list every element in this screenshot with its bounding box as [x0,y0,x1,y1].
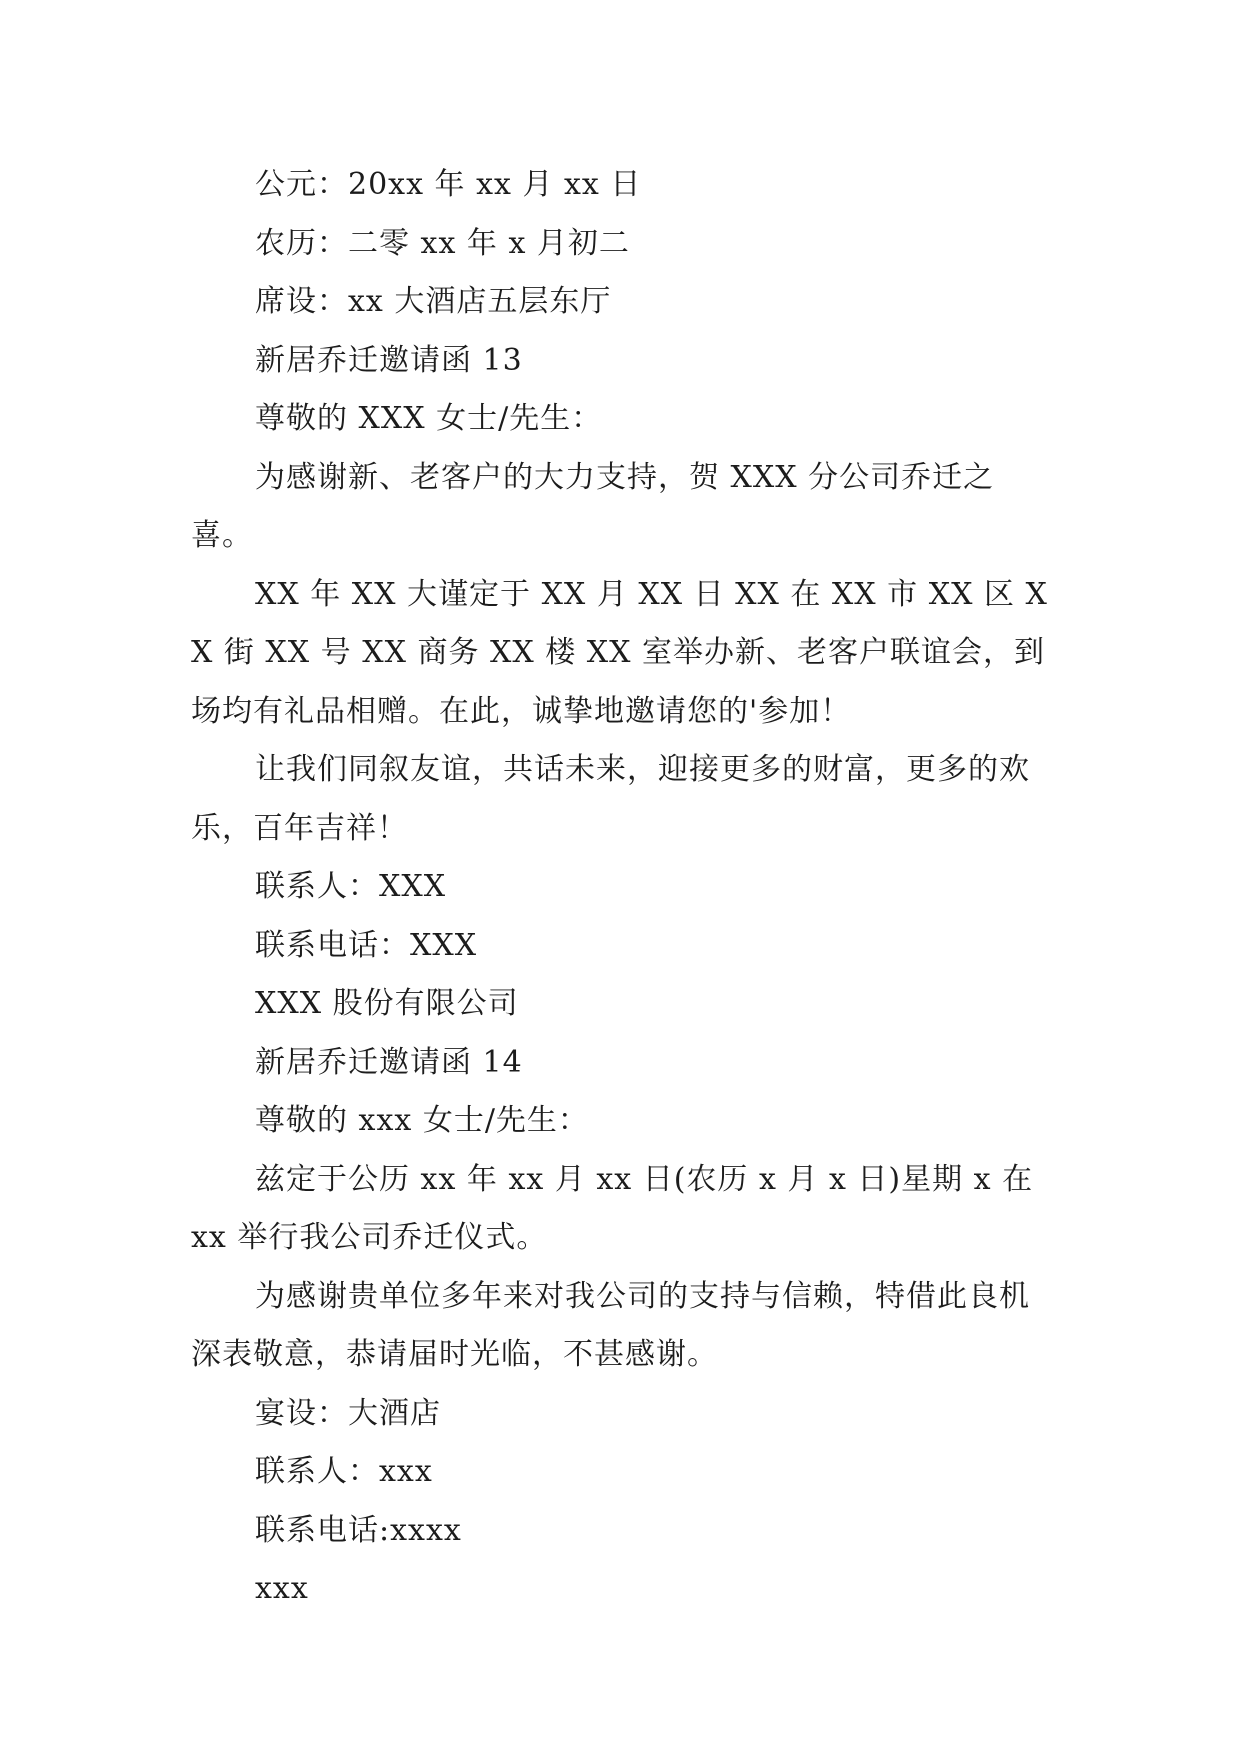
section-title-14: 新居乔迁邀请函 14 [255,1044,523,1080]
banquet-venue: 席设：xx 大酒店五层东厅 [255,284,612,319]
body-paragraph: 为感谢贵单位多年来对我公司的支持与信赖，特借此良机深表敬意，恭请届时光临，不甚感谢。 [191,1278,1030,1372]
body-paragraph: 让我们同叙友谊，共话未来，迎接更多的财富，更多的欢乐，百年吉祥！ [191,752,1030,846]
signature: xxx [255,1571,309,1606]
body-paragraph: XX 年 XX 大谨定于 XX 月 XX 日 XX 在 XX 市 XX 区 XX 街 XX 号 XX 商务 XX 楼 XX 室举办新、老客户联谊会，到场均有礼品相赠。在此，诚挚地邀请您的'参加！ [191,576,1048,729]
body-paragraph: 为感谢新、老客户的大力支持，贺 XXX 分公司乔迁之喜。 [191,459,995,553]
banquet-venue: 宴设：大酒店 [255,1395,441,1431]
body-paragraph: 兹定于公历 xx 年 xx 月 xx 日(农历 x 月 x 日)星期 x 在 xx 举行我公司乔迁仪式。 [191,1161,1034,1255]
salutation: 尊敬的 xxx 女士/先生： [255,1103,589,1138]
salutation: 尊敬的 XXX 女士/先生： [255,401,603,436]
contact-phone: 联系电话：XXX [255,927,478,963]
contact-phone: 联系电话:xxxx [255,1512,462,1548]
contact-person: 联系人：XXX [255,869,447,904]
section-title-13: 新居乔迁邀请函 13 [255,342,523,378]
date-lunar: 农历：二零 xx 年 x 月初二 [255,225,630,261]
contact-person: 联系人：xxx [255,1454,433,1489]
date-gregorian: 公元：20xx 年 xx 月 xx 日 [255,167,642,202]
document-body [191,156,1055,1619]
company-name: XXX 股份有限公司 [255,986,519,1021]
